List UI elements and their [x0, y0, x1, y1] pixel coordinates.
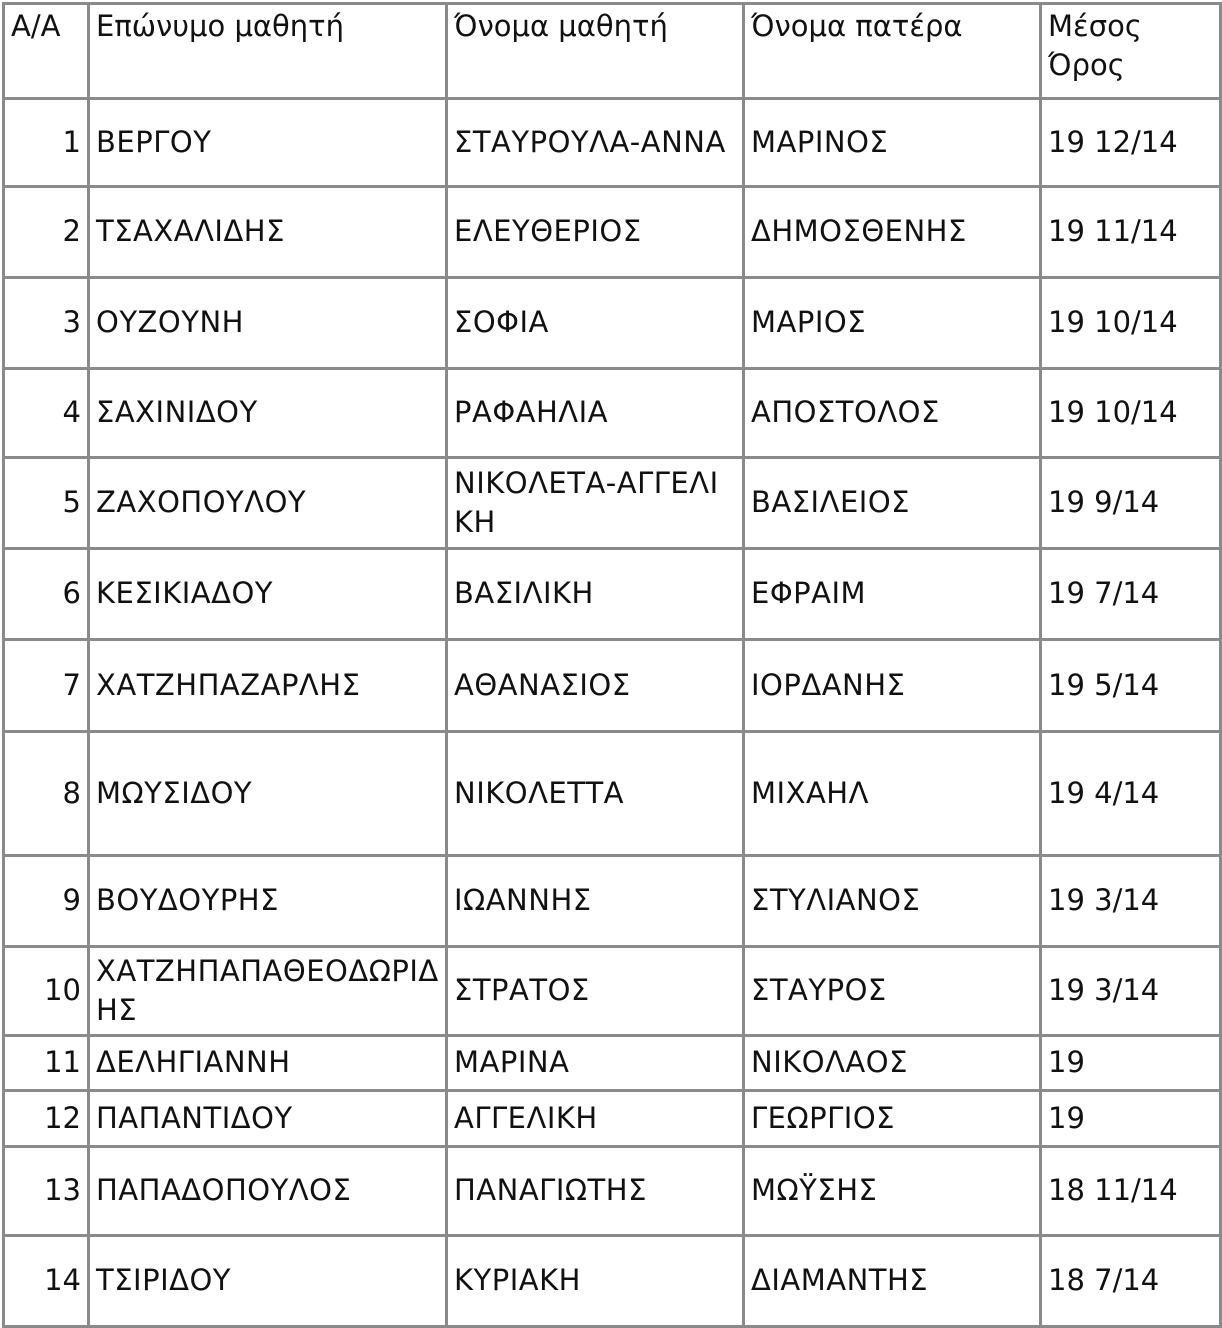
student-first-name: ΒΑΣΙΛΙΚΗ — [447, 549, 744, 640]
student-first-name: ΣΟΦΙΑ — [447, 278, 744, 369]
grade-average: 19 3/14 — [1041, 947, 1221, 1036]
student-first-name: ΣΤΑΥΡΟΥΛΑ-ΑΝΝΑ — [447, 99, 744, 187]
student-surname: ΔΕΛΗΓΙΑΝΝΗ — [89, 1036, 447, 1091]
father-name: ΣΤΑΥΡΟΣ — [744, 947, 1041, 1036]
student-surname: ΠΑΠΑΝΤΙΔΟΥ — [89, 1091, 447, 1147]
row-number: 14 — [4, 1236, 89, 1327]
table-row — [4, 947, 1221, 1036]
row-number: 5 — [4, 458, 89, 549]
grade-average: 19 10/14 — [1041, 369, 1221, 458]
row-number: 9 — [4, 856, 89, 947]
student-surname: ΒΕΡΓΟΥ — [89, 99, 447, 187]
table-row — [4, 369, 1221, 458]
grade-average: 19 11/14 — [1041, 187, 1221, 278]
father-name: ΔΙΑΜΑΝΤΗΣ — [744, 1236, 1041, 1327]
student-first-name: ΑΘΑΝΑΣΙΟΣ — [447, 640, 744, 732]
student-surname: ΠΑΠΑΔΟΠΟΥΛΟΣ — [89, 1147, 447, 1236]
father-name: ΝΙΚΟΛΑΟΣ — [744, 1036, 1041, 1091]
student-first-name: ΕΛΕΥΘΕΡΙΟΣ — [447, 187, 744, 278]
father-name: ΑΠΟΣΤΟΛΟΣ — [744, 369, 1041, 458]
row-number: 3 — [4, 278, 89, 369]
father-name: ΕΦΡΑΙΜ — [744, 549, 1041, 640]
row-number: 2 — [4, 187, 89, 278]
grade-average: 19 9/14 — [1041, 458, 1221, 549]
row-number: 8 — [4, 732, 89, 856]
grade-average: 18 7/14 — [1041, 1236, 1221, 1327]
father-name: ΜΑΡΙΟΣ — [744, 278, 1041, 369]
table-row — [4, 1236, 1221, 1327]
row-number: 12 — [4, 1091, 89, 1147]
student-surname: ΤΣΑΧΑΛΙΔΗΣ — [89, 187, 447, 278]
table-row — [4, 549, 1221, 640]
table-row — [4, 99, 1221, 187]
student-first-name: ΡΑΦΑΗΛΙΑ — [447, 369, 744, 458]
header-father-name: Όνομα πατέρα — [744, 4, 1041, 99]
grade-average: 19 7/14 — [1041, 549, 1221, 640]
table-row — [4, 856, 1221, 947]
father-name: ΓΕΩΡΓΙΟΣ — [744, 1091, 1041, 1147]
student-first-name: ΜΑΡΙΝΑ — [447, 1036, 744, 1091]
student-first-name: ΑΓΓΕΛΙΚΗ — [447, 1091, 744, 1147]
table-row — [4, 640, 1221, 732]
grade-average: 19 5/14 — [1041, 640, 1221, 732]
table-header-row — [4, 4, 1221, 99]
row-number: 7 — [4, 640, 89, 732]
students-grades-table — [2, 2, 1222, 1328]
row-number: 1 — [4, 99, 89, 187]
student-surname: ΖΑΧΟΠΟΥΛΟΥ — [89, 458, 447, 549]
table-row — [4, 187, 1221, 278]
header-first-name: Όνομα μαθητή — [447, 4, 744, 99]
grade-average: 19 4/14 — [1041, 732, 1221, 856]
student-first-name: ΠΑΝΑΓΙΩΤΗΣ — [447, 1147, 744, 1236]
father-name: ΜΙΧΑΗΛ — [744, 732, 1041, 856]
table-row — [4, 732, 1221, 856]
table-row — [4, 458, 1221, 549]
student-surname: ΤΣΙΡΙΔΟΥ — [89, 1236, 447, 1327]
table-row — [4, 1147, 1221, 1236]
student-surname: ΜΩΥΣΙΔΟΥ — [89, 732, 447, 856]
grade-average: 18 11/14 — [1041, 1147, 1221, 1236]
row-number: 10 — [4, 947, 89, 1036]
student-surname: ΒΟΥΔΟΥΡΗΣ — [89, 856, 447, 947]
row-number: 6 — [4, 549, 89, 640]
grade-average: 19 3/14 — [1041, 856, 1221, 947]
row-number: 13 — [4, 1147, 89, 1236]
header-surname: Επώνυμο μαθητή — [89, 4, 447, 99]
student-first-name: ΙΩΑΝΝΗΣ — [447, 856, 744, 947]
student-first-name: ΚΥΡΙΑΚΗ — [447, 1236, 744, 1327]
table-row — [4, 1091, 1221, 1147]
father-name: ΒΑΣΙΛΕΙΟΣ — [744, 458, 1041, 549]
grade-average: 19 10/14 — [1041, 278, 1221, 369]
student-first-name: ΣΤΡΑΤΟΣ — [447, 947, 744, 1036]
row-number: 11 — [4, 1036, 89, 1091]
student-first-name: ΝΙΚΟΛΕΤΤΑ — [447, 732, 744, 856]
father-name: ΙΟΡΔΑΝΗΣ — [744, 640, 1041, 732]
table-row — [4, 1036, 1221, 1091]
student-surname: ΚΕΣΙΚΙΑΔΟΥ — [89, 549, 447, 640]
table-row — [4, 278, 1221, 369]
grade-average: 19 12/14 — [1041, 99, 1221, 187]
grade-average: 19 — [1041, 1036, 1221, 1091]
father-name: ΔΗΜΟΣΘΕΝΗΣ — [744, 187, 1041, 278]
student-first-name: ΝΙΚΟΛΕΤΑ-ΑΓΓΕΛΙΚΗ — [447, 458, 744, 549]
row-number: 4 — [4, 369, 89, 458]
grade-average: 19 — [1041, 1091, 1221, 1147]
father-name: ΜΩΫΣΗΣ — [744, 1147, 1041, 1236]
student-surname: ΧΑΤΖΗΠΑΠΑΘΕΟΔΩΡΙΔΗΣ — [89, 947, 447, 1036]
father-name: ΣΤΥΛΙΑΝΟΣ — [744, 856, 1041, 947]
student-surname: ΧΑΤΖΗΠΑΖΑΡΛΗΣ — [89, 640, 447, 732]
header-average: Μέσος Όρος — [1041, 4, 1221, 99]
header-aa: Α/Α — [4, 4, 89, 99]
student-surname: ΟΥΖΟΥΝΗ — [89, 278, 447, 369]
father-name: ΜΑΡΙΝΟΣ — [744, 99, 1041, 187]
student-surname: ΣΑΧΙΝΙΔΟΥ — [89, 369, 447, 458]
